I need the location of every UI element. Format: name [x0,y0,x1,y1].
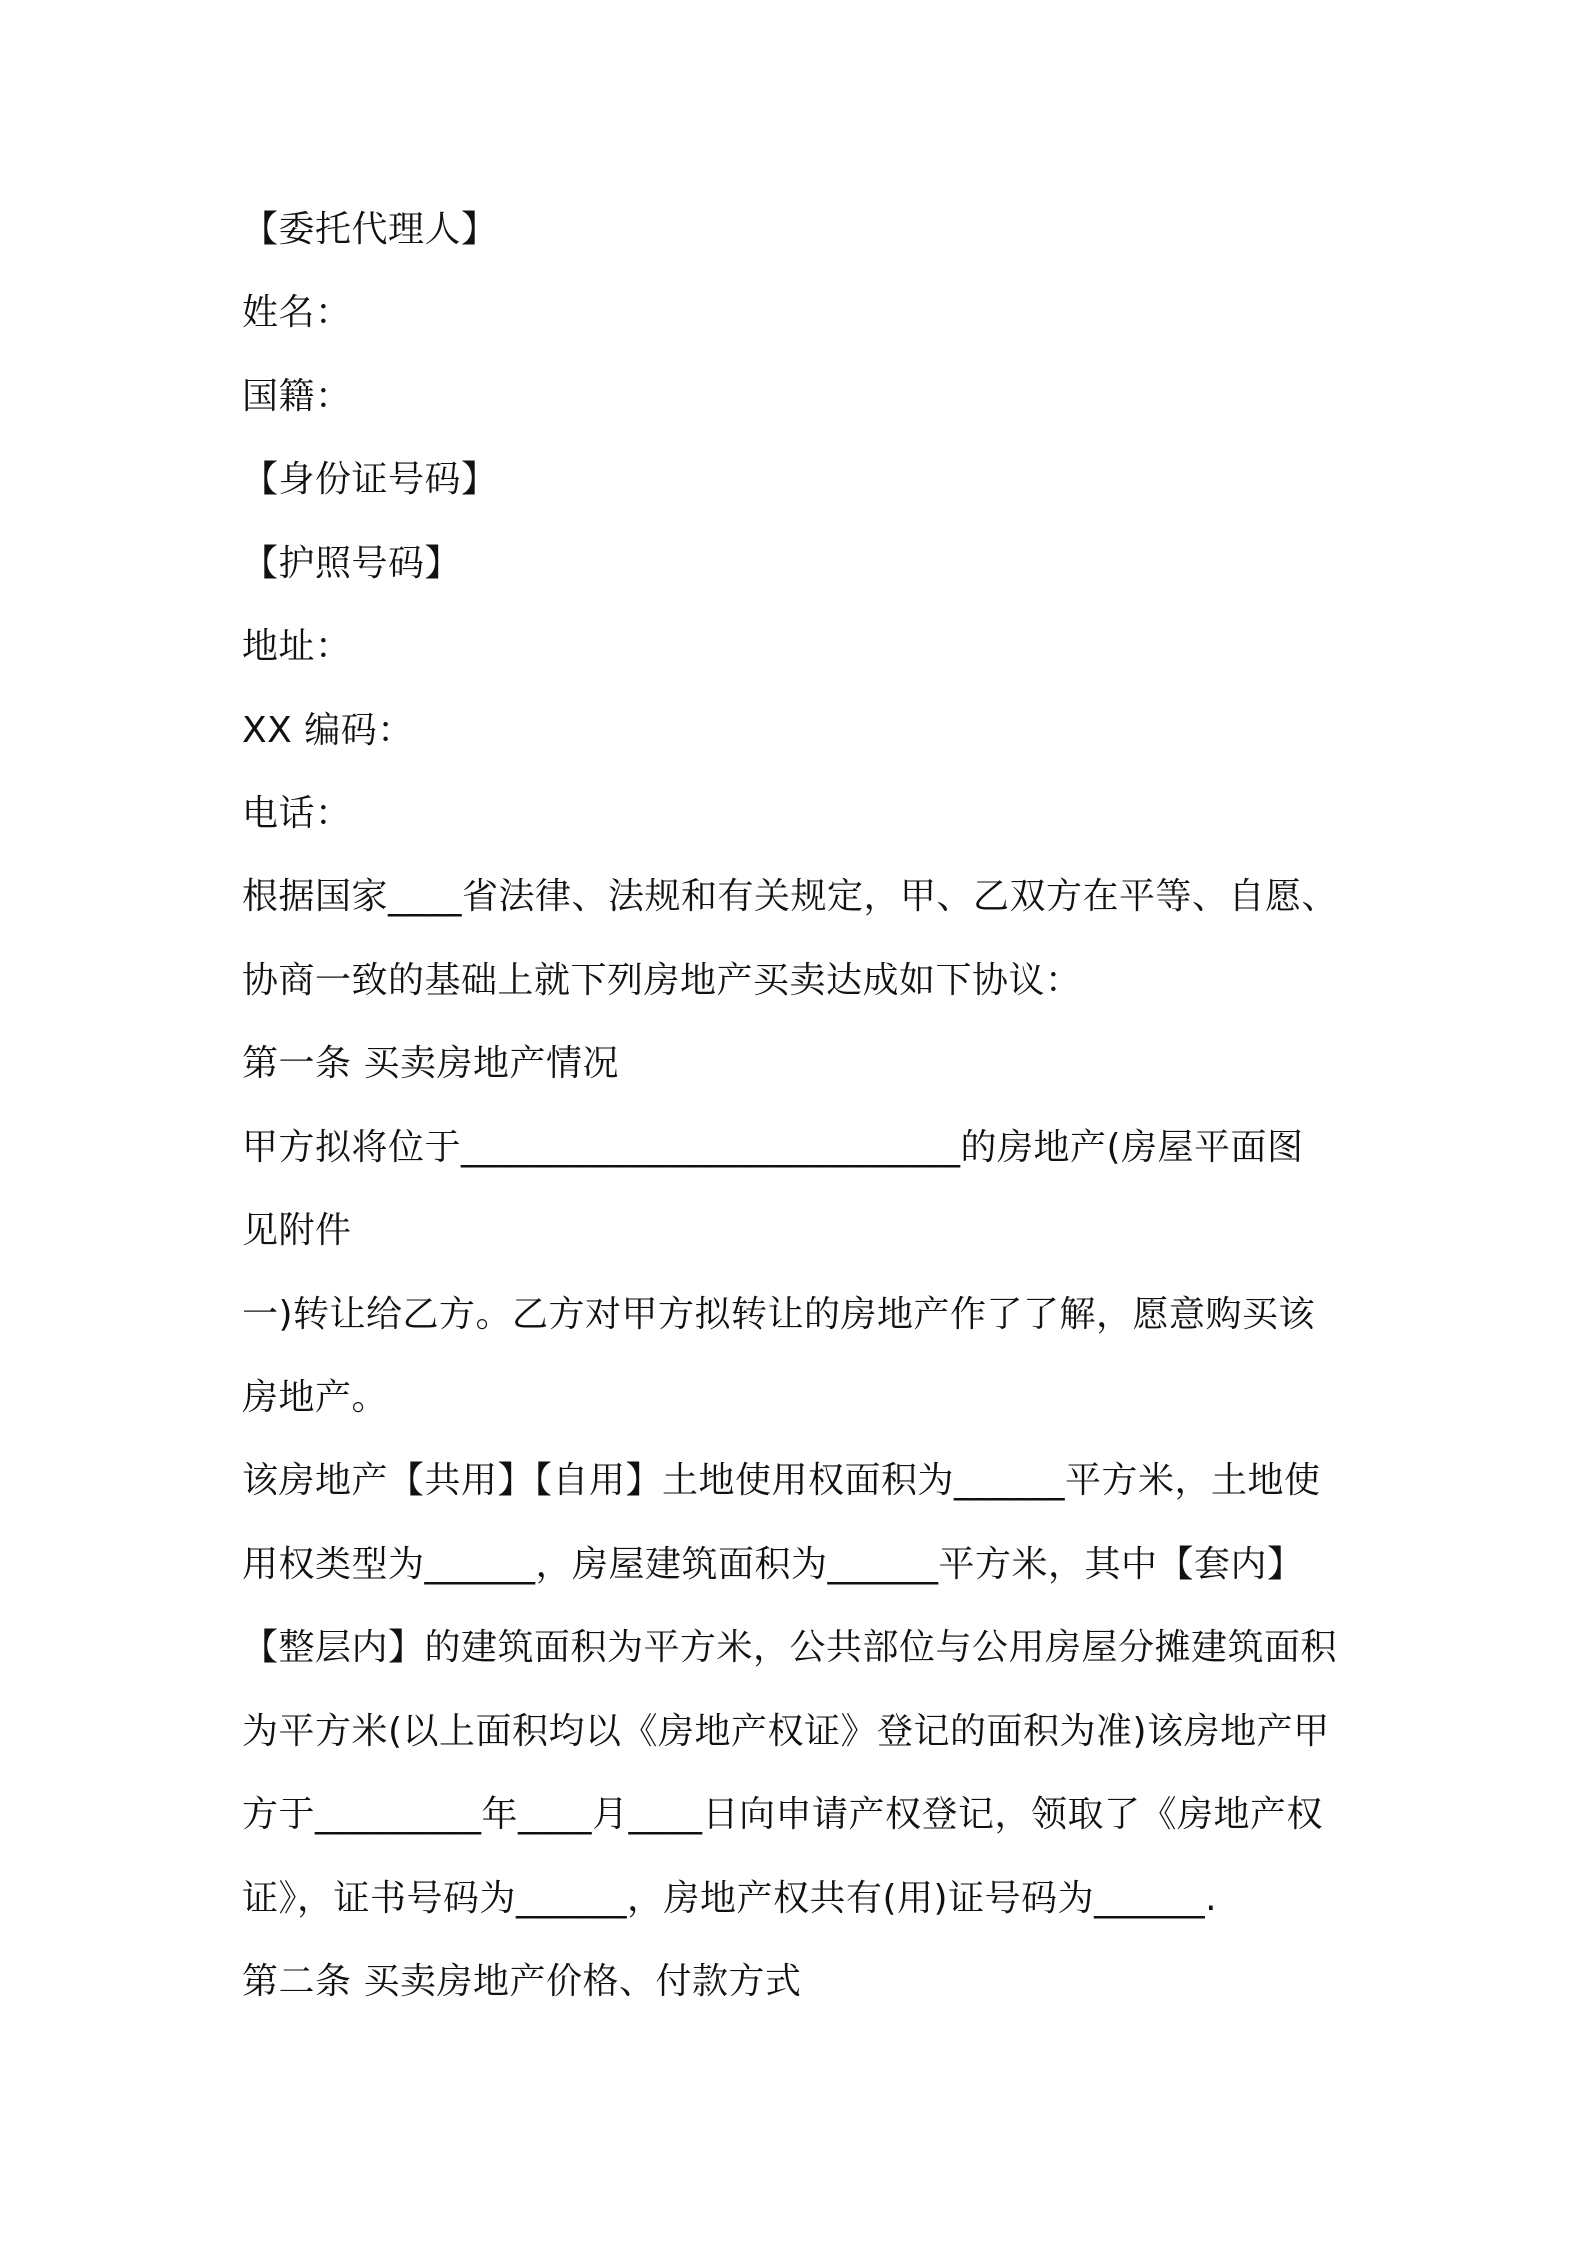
area-paragraph-line-3: 【整层内】的建筑面积为平方米，公共部位与公用房屋分摊建筑面积 [242,1627,1338,1668]
area-paragraph-line-6: 证》，证书号码为______，房地产权共有(用)证号码为______. [242,1878,1218,1919]
area-paragraph-line-5: 方于_________年____月____日向申请产权登记，领取了《房地产权 [242,1794,1324,1835]
article-1-paragraph-line-3: 一)转让给乙方。乙方对甲方拟转让的房地产作了了解，愿意购买该 [242,1294,1316,1335]
passport-number-heading: 【护照号码】 [242,543,462,584]
phone-field-label: 电话： [242,793,352,834]
preamble-paragraph-line-2: 协商一致的基础上就下列房地产买卖达成如下协议： [242,960,1082,1001]
agent-section-heading: 【委托代理人】 [242,209,498,250]
article-1-paragraph-line-4: 房地产。 [242,1377,389,1418]
id-number-heading: 【身份证号码】 [242,459,498,500]
area-paragraph-line-1: 该房地产【共用】【自用】土地使用权面积为______平方米，土地使 [242,1460,1321,1501]
area-paragraph-line-2: 用权类型为______，房屋建筑面积为______平方米，其中【套内】 [242,1544,1304,1585]
nationality-field-label: 国籍： [242,376,352,417]
article-1-paragraph-line-2: 见附件 [242,1210,352,1251]
preamble-paragraph-line-1: 根据国家____省法律、法规和有关规定，甲、乙双方在平等、自愿、 [242,876,1339,917]
postal-code-field-label: XX 编码： [242,710,414,751]
area-paragraph-line-4: 为平方米(以上面积均以《房地产权证》登记的面积为准)该房地产甲 [242,1711,1330,1752]
article-2-heading: 第二条 买卖房地产价格、付款方式 [242,1961,802,2002]
article-1-heading: 第一条 买卖房地产情况 [242,1043,619,1084]
name-field-label: 姓名： [242,292,352,333]
address-field-label: 地址： [242,626,352,667]
article-1-paragraph-line-1: 甲方拟将位于___________________________的房地产(房屋平面图 [242,1127,1304,1168]
